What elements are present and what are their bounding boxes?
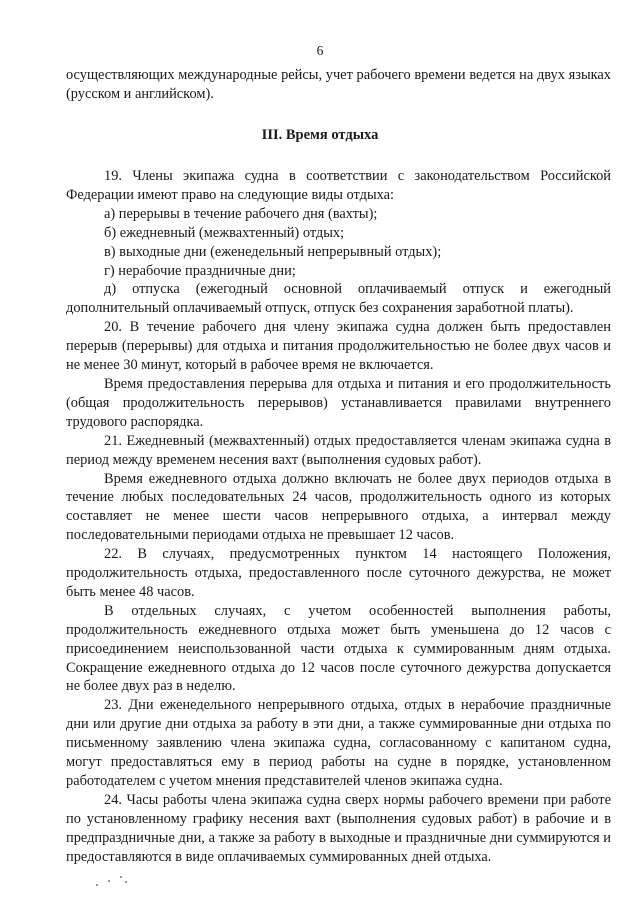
paragraph-23: 23. Дни еженедельного непрерывного отдыха, отдых в нерабочие праздничные дни или другие дни отдыха за работу в эти дни, а также суммированные дни отдыха по письменному заявлению члена экипажа судна, согласованному с капитаном судна, могут предоставляться ему в период работы на судне в порядке, установленном работодателем с учетом мнения представителей членов экипажа судна. xyxy=(66,697,611,789)
paragraph-20: 20. В течение рабочего дня члену экипажа судна должен быть предоставлен перерыв (перерывы) для отдыха и питания продолжительностью не более двух часов и не менее 30 минут, который в рабочее время не включается. xyxy=(66,319,611,374)
paragraph-20-cont: Время предоставления перерыва для отдыха и питания и его продолжительность (общая продолжительность перерывов) устанавливается правилами внутреннего трудового распорядка. xyxy=(66,375,611,430)
intro-text-block xyxy=(66,66,611,104)
list-item-g: г) нерабочие праздничные дни; xyxy=(104,262,296,279)
paragraph-22-cont: В отдельных случаях, с учетом особенностей выполнения работы, продолжительность ежедневного отдыха может быть уменьшена до 12 часов с присоединением неиспользованной части отдыха к суммированным дням отдыха. Сокращение ежедневного отдыха до 12 часов после суточного дежурства допускается не более двух раз в неделю. xyxy=(66,602,611,695)
scan-speck xyxy=(108,880,110,882)
section-body xyxy=(66,167,611,867)
scan-speck xyxy=(120,876,122,878)
paragraph-21: 21. Ежедневный (межвахтенный) отдых предоставляется членам экипажа судна в период между временем несения вахт (выполнения судовых работ). xyxy=(66,432,611,468)
list-item-a: а) перерывы в течение рабочего дня (вахты); xyxy=(104,205,378,222)
list-item-d: д) отпуска (ежегодный основной оплачиваемый отпуск и ежегодный дополнительный оплачиваемый отпуск, отпуск без сохранения заработной платы). xyxy=(66,281,611,317)
section-title: III. Время отдыха xyxy=(261,127,379,143)
page-number: 6 xyxy=(316,43,324,58)
list-item-v: в) выходные дни (еженедельный непрерывный отдых); xyxy=(104,243,442,260)
scan-speck xyxy=(96,884,98,886)
paragraph-22: 22. В случаях, предусмотренных пунктом 14 настоящего Положения, продолжительность отдыха, предоставленного после суточного дежурства, не может быть менее 48 часов. xyxy=(66,546,611,600)
paragraph-19: 19. Члены экипажа судна в соответствии с законодательством Российской Федерации имеют право на следующие виды отдыха: xyxy=(66,168,611,203)
intro-paragraph: осуществляющих международные рейсы, учет рабочего времени ведется на двух языках (русском и английском). xyxy=(66,67,611,102)
paragraph-24: 24. Часы работы члена экипажа судна сверх нормы рабочего времени при работе по установленному графику несения вахт (выполнения судовых работ) в рабочие и в предпраздничные дни, а также за работу в выходные и праздничные дни суммируются и предоставляются в виде оплачиваемых суммированных дней отдыха. xyxy=(66,791,611,865)
list-item-b: б) ежедневный (межвахтенный) отдых; xyxy=(104,224,345,241)
paragraph-21-cont: Время ежедневного отдыха должно включать не более двух периодов отдыха в течение любых последовательных 24 часов, продолжительность одного из которых составляет не менее шести часов непрерывного отдыха, а интервал между последовательными периодами отдыха не превышает 12 часов. xyxy=(66,470,611,544)
scan-speck xyxy=(125,881,127,883)
